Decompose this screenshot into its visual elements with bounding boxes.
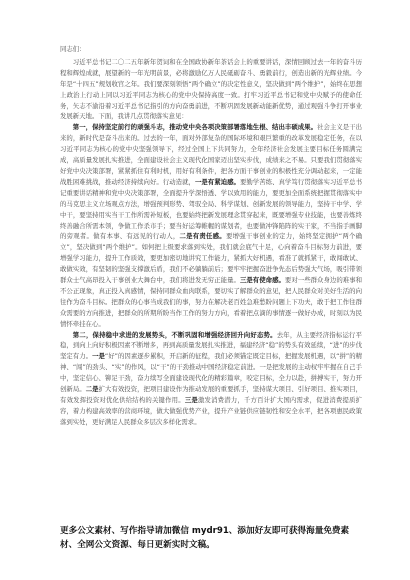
highlighted-text: 一是有紧迫感。 [194, 177, 240, 186]
body-text: “好”的因素逐步累积，开启新的征程，我们必须锚定既定目标，把握发展机遇，以“拼”的精神、“闯”的劲头、“实”的作风，以“干”的干劲推动中国经济稳定前进。一是把发展的主动权牢牢握在自己手中，坚定信心、铆足干劲，奋力续写全面建设现代化的精彩篇章，咬定目标，全力以赴，拼搏实干，努力开创新局。 [60, 352, 363, 394]
paragraph [60, 57, 362, 122]
body-text: 激发消费潜力，千方百计扩大国内需求，促进消费提质扩容，着力构建高效率的营商环境，做大做强优势产业，提升产业链供应链韧性和安全水平，把各项惠民政策落到实处，更好满足人民群众多层次多样化需求。 [60, 396, 363, 426]
body-text: 社会主义是干出来的，新时代是奋斗出来的。过去的一年，面对外部复杂的国际环境和艰巨繁重的改革发展稳定任务，在以习近平同志为核心的党中央坚强领导下，经过全国上下共同努力，全年经济社会发展主要目标任务圆满完成，高质量发展扎实推进，全面建设社会主义现代化国家迈出坚实步伐，成绩来之不易。只要我们贯彻落实好党中央决策部署，紧紧抓住有利时机，用好有利条件，把各方面干事创业的积极性充分调动起来，一定能战胜困难挑战，推动经济持续向好。行动造就， [60, 123, 363, 186]
paragraph [60, 122, 362, 329]
body-text: 要增强干事创业的定力，始终坚定拥护“两个确立”，坚决做到“两个维护”。如何把上级要求落到实处，我们就会底气十足，心向着奋斗目标努力前进，要增强学习能力，提升工作质效，要更加密切地讲究工作能力，紧抓大好机遇，看准了就抓紧干，敢闯敢试、敢做实效，有坚韧的坚强支撑激后盾，我们不必躺躺前后；要牢牢把握奋进争先态后势强大气场，吸引带领群众士气高昂投入干事创业大舞台中，我们将进发无穷正能量。 [60, 232, 363, 285]
highlighted-text: 第一，保持坚定前行的顽强斗志，推动党中央各项决策部署落地生根、结出丰硕成果。 [72, 123, 318, 132]
paragraph [60, 330, 362, 428]
body-text: 习近平总书记二〇二五年新年贺词和在全国政协新年茶话会上的重要讲话，深情回顾过去一年的奋斗历程和辉煌成就，展望新的一年光明前景，必将激励亿万人民砥砺奋斗、勇毅前行，创造出新的光辉业绩。今年是“十四五”规划收官之年。我们要深刻领悟“两个确立”的决定性意义，坚决做到“两个维护”，始终在思想上政治上行动上同以习近平同志为核心的党中央保持高度一致。打牢习近平总书记和党中央赋予的使命任务，矢志不渝沿着习近平总书记指引的方向奋勇前进，不断巩固发展新动能新优势，通过观强斗争打开事业发展新天地。下面，我讲几点贯彻落实意见： [60, 57, 362, 121]
highlighted-text: 二是有责任感。 [179, 232, 226, 241]
highlighted-text: 三是有使命感。 [239, 276, 285, 285]
body-text: 要对一些群众身边的难事和不公正现象，真正投入真感情，保持同群众血肉联系，要切实了解群众的意见，把人民群众对美好生活的向往作为奋斗目标。把群众的心事当成我们的事，努力在解决老百姓急难愁盼问题上下功夫，敢于把工作往群众需要的方向推进，把群众的所期所盼当作工作的努力方向，看着把点滴的事情逐一做好办成，时刻以为民情怀牵挂在心。 [60, 276, 363, 328]
highlighted-text: 三是 [184, 396, 198, 404]
paragraph-container [60, 57, 362, 428]
body-text: 扩大有效投资，把项目建设作为推动发展的重要抓手，坚持谋大项目、引好项目、推实项目，有效发挥投资对优化供给结构的关键作用。 [60, 385, 363, 404]
footer-notice: 更多公文素材、写作指导请加微信 mydr91、添加好友即可获得海量免费素材、全网公文资源、每日更新实时文稿。 [60, 526, 350, 550]
greeting: 同志们： [60, 45, 86, 53]
body-text: 去年，从主要经济指标运行平稳，到向上向好积极因素不断增多，再到高质量发展扎实推进，福建经济“稳”的势头有效延续，“进”的步伐坚定有力。 [60, 330, 363, 361]
highlighted-text: 二是 [85, 385, 99, 394]
highlighted-text: 第二，保持稳中求进的发展势头，不断巩固和增强经济回升向好态势。 [72, 330, 277, 339]
highlighted-text: 一是 [92, 352, 105, 361]
body-text: 要勤学苦练、真学笃行贯彻落实习近平总书记重要讲话精神和党中央决策部署，全面提升学深悟透、学以致用的能力，要更加全面系统把握贯彻落实中的马克思主义立场观点方法，增强预判形势、驾驭全局、科学谋划、创新发展的领导能力，坚持干中学、学中干，要坚持用实当干工作所需补短板，也要始终把新发展理念贯穿起来，既要增强专业技能，也要善炼终终善融合所需本领，争做工作杀市手；要当好运筹帷幄的谋划者，也要做冲锋陷阵的实干家，不当指手画脚的旁观者。做有本事、有远见的行动人， [60, 177, 363, 241]
document-body [60, 44, 362, 428]
